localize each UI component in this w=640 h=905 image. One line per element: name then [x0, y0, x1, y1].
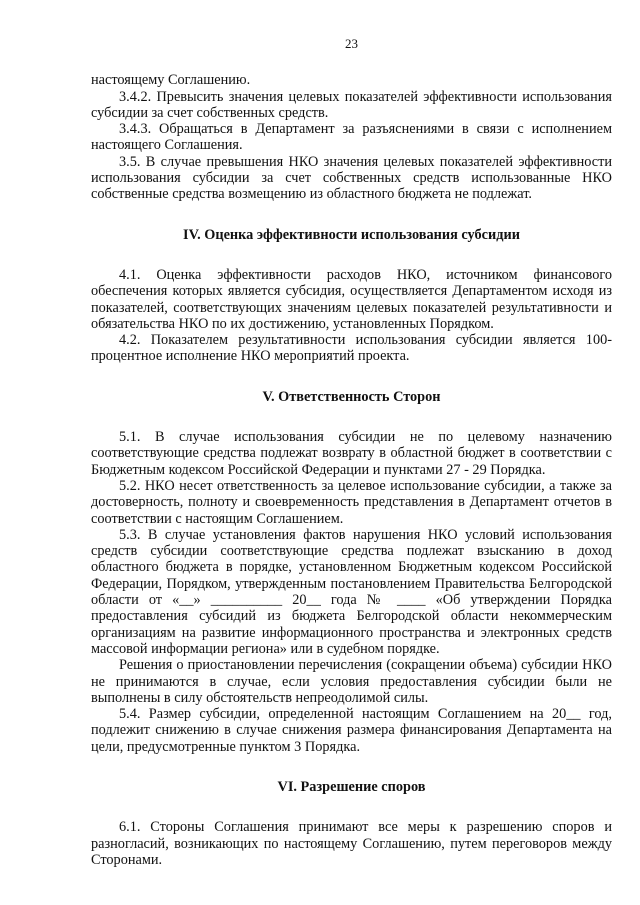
paragraph: настоящему Соглашению. — [91, 72, 251, 89]
paragraph-5-3-decisions: Решения о приостановлении перечисления (сокращении объема) субсидии НКО не принимаются в случае, если условия предоставления субсидии были не выполнены в силу обстоятельств непреодолимой силы. — [91, 657, 612, 706]
paragraph-3-5: 3.5. В случае превышения НКО значения целевых показателей эффективности использования субсидии за счет собственных средств использованные НКО собственные средства возмещению из областного бюджета не подлежат. — [91, 153, 612, 203]
section-4-title: IV. Оценка эффективности использования субсидии — [183, 226, 520, 243]
paragraph-6-1: 6.1. Стороны Соглашения принимают все меры к разрешению споров и разногласий, возникающих по настоящему Соглашению, путем переговоров между Сторонами. — [91, 819, 612, 868]
section-5-title: V. Ответственность Сторон — [262, 388, 441, 405]
paragraph-3-4-3: 3.4.3. Обращаться в Департамент за разъяснениями в связи с исполнением настоящего Соглашения. — [91, 121, 612, 154]
paragraph-5-4: 5.4. Размер субсидии, определенной настоящим Соглашением на 20__ год, подлежит снижению в случае снижения размера финансирования Департамента на цели, предусмотренные пунктом 3 Порядка. — [91, 706, 612, 755]
paragraph-4-2: 4.2. Показателем результативности использования субсидии является 100-процентное исполнение НКО мероприятий проекта. — [91, 332, 612, 365]
paragraph-3-4-2: 3.4.2. Превысить значения целевых показателей эффективности использования субсидии за счет собственных средств. — [91, 88, 612, 121]
paragraph-5-1: 5.1. В случае использования субсидии не по целевому назначению соответствующие средства подлежат возврату в областной бюджет в соответствии с Бюджетным кодексом Российской Федерации и пунктами 27 - 29 Порядка. — [91, 429, 612, 478]
page-number: 23 — [345, 36, 358, 51]
section-6-title: VI. Разрешение споров — [277, 778, 426, 795]
paragraph-5-3: 5.3. В случае установления фактов нарушения НКО условий использования средств субсидии соответствующие средства подлежат взысканию в доход областного бюджета в порядке, установленном Бюджетным кодексом Российской Федерации, Порядком, утвержденным постановлением Правительства Белгородской области от «__» __________ 20__ года № ____ «Об утверждении Порядка предоставления субсидий из бюджета Белгородской области некоммерческим организациям на развитие информационного пространства и электронных средств массовой информации региона» или в судебном порядке. — [91, 526, 612, 657]
paragraph-4-1: 4.1. Оценка эффективности расходов НКО, источником финансового обеспечения которых является субсидия, осуществляется Департаментом исходя из показателей, соответствующих значениям целевых показателей результативности и обязательства НКО по их достижению, установленных Порядком. — [91, 266, 612, 332]
paragraph-5-2: 5.2. НКО несет ответственность за целевое использование субсидии, а также за достоверность, полноту и своевременность представления в Департамент отчетов в соответствии с настоящим Соглашением. — [91, 477, 612, 527]
